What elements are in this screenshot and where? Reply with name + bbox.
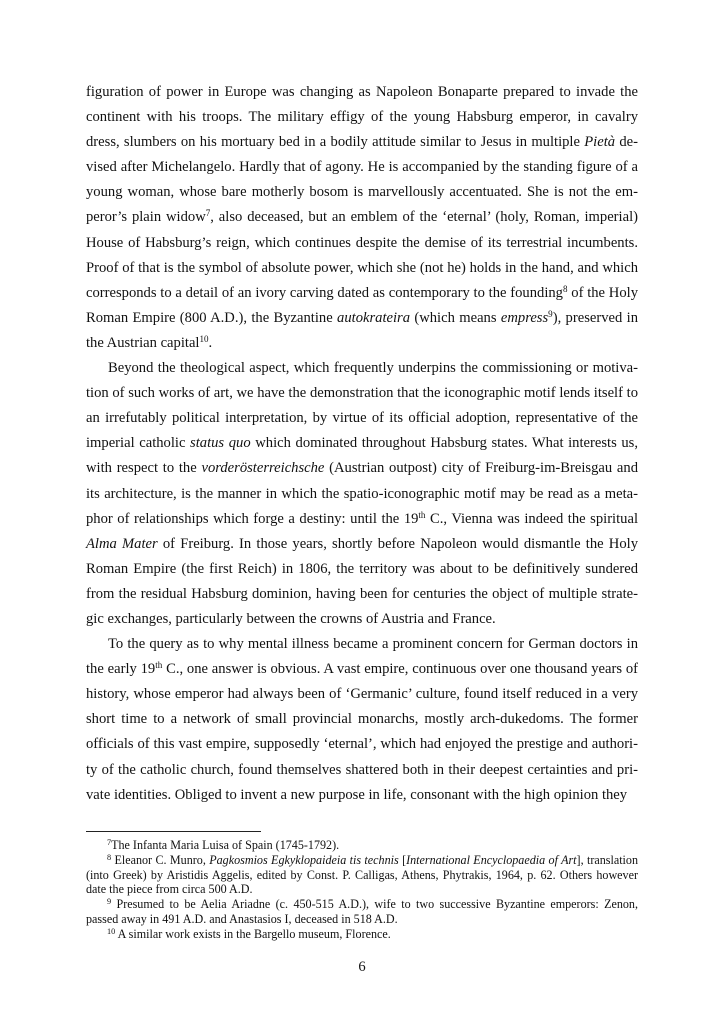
footnote-number: 8 <box>107 852 112 862</box>
footnote-number: 9 <box>107 897 112 907</box>
text-run: of the Holy Roman Empire (800 A.D.), the Byzantine <box>86 284 638 326</box>
footnote-item <box>86 838 638 853</box>
text-run: The Infanta Maria Luisa of Spain (1745-1792). <box>111 838 340 852</box>
page-number: 6 <box>358 959 366 975</box>
italic-text: Pietà <box>584 134 616 151</box>
paragraph <box>86 80 638 356</box>
italic-text: vorderösterreichsche <box>201 460 325 477</box>
text-run: [ <box>398 852 407 867</box>
footnote-reference: 8 <box>562 283 568 294</box>
italic-text: International Encyclopaedia of Art <box>406 852 577 867</box>
footnote-item <box>86 853 638 897</box>
text-run: To the query as to why mental illness became a prominent concern for German doctors in the early 19 <box>86 636 638 678</box>
text-run: A similar work exists in the Bargello museum, Florence. <box>115 926 391 941</box>
text-run: ), preserved in the Austrian capital <box>86 309 638 351</box>
text-run: , also deceased, but an emblem of the ‘eternal’ (holy, Roman, imperial) House of Habsburg’s reign, which continues despite the demise of its terrestrial incumbents. Proof of that is the symbol of absolute power, which she (not he) holds in the hand, and which corresponds to a detail of an ivory carving dated as contemporary to the founding <box>86 209 638 301</box>
text-run: which dominated throughout Habsburg states. What interests us, with respect to the <box>86 435 638 477</box>
text-run: (Austrian outpost) city of Freiburg-im-Breisgau and its architecture, is the manner in which the spatio-iconographic motif may be read as a metaphor of relationships which forge a destiny: until the 19 <box>86 460 638 527</box>
text-run: devised after Michelangelo. Hardly that of agony. He is accompanied by the standing figure of a young woman, whose bare motherly bosom is marvellously accentuated. She is not the emperor’s plain widow <box>86 134 638 226</box>
italic-text: Pagkosmios Egkyklopaideia tis technis <box>209 852 399 867</box>
footnote-number: 7 <box>107 837 112 847</box>
footnote-number: 10 <box>107 926 116 936</box>
text-run: of Freiburg. In those years, shortly before Napoleon would dismantle the Holy Roman Empire (the first Reich) in 1806, the territory was about to be definitively sundered from the residual Habsburg dominion, having been for centuries the object of multiple strategic exchanges, particularly between the crowns of Austria and France. <box>86 535 638 627</box>
footnotes <box>86 838 638 942</box>
footnote-reference: 9 <box>548 308 553 319</box>
text-run: (which means <box>410 309 501 326</box>
italic-text: Alma Mater <box>86 535 158 552</box>
text-run: C., one answer is obvious. A vast empire, continuous over one thousand years of history, whose emperor had always been of ‘Germanic’ culture, found itself reduced in a very short time to a network of small provincial monarchs, mostly arch-dukedoms. The former officials of this vast empire, supposedly ‘eternal’, which had enjoyed the prestige and authority of the catholic church, found themselves shattered both in their deepest certainties and private identities. Obliged to invent a new purpose in life, consonant with the high opinion they <box>86 661 638 803</box>
footnote-item <box>86 897 638 927</box>
text-run: Eleanor C. Munro, <box>111 852 210 867</box>
page-content <box>86 80 638 808</box>
italic-text: empress <box>500 309 549 326</box>
text-run: ], translation (into Greek) by Aristidis Aggelis, edited by Const. P. Calligas, Athens, Phytrakis, 1964, p. 62. Others however date the piece from circa 500 A.D. <box>86 852 639 897</box>
paragraph <box>86 632 638 808</box>
text-run: Beyond the theological aspect, which frequently underpins the commissioning or motivation of such works of art, we have the demonstration that the iconographic motif lends itself to an irrefutably political interpretation, by virtue of its official adoption, representative of the imperial catholic <box>86 360 638 452</box>
footnote-reference: th <box>418 509 426 520</box>
italic-text: autokrateira <box>337 309 411 326</box>
footnote-reference: 10 <box>199 333 209 344</box>
text-run: C., Vienna was indeed the spiritual <box>425 510 638 527</box>
paragraph <box>86 356 638 632</box>
footnote-item <box>86 927 638 942</box>
text-run: figuration of power in Europe was changing as Napoleon Bonaparte prepared to invade the continent with his troops. The military effigy of the young Habsburg emperor, in cavalry dress, slumbers on his mortuary bed in a bodily attitude similar to Jesus in multiple <box>86 84 638 151</box>
text-run: Presumed to be Aelia Ariadne (c. 450-515 A.D.), wife to two successive Byzantine emperors: Zenon, passed away in 491 A.D. and Anastasios I, deceased in 518 A.D. <box>86 897 638 926</box>
body-text <box>86 80 638 808</box>
text-run: . <box>208 334 213 351</box>
footnote-separator <box>86 831 261 832</box>
italic-text: status quo <box>190 435 251 452</box>
footnote-reference: 7 <box>205 208 211 219</box>
footnote-reference: th <box>155 660 163 671</box>
